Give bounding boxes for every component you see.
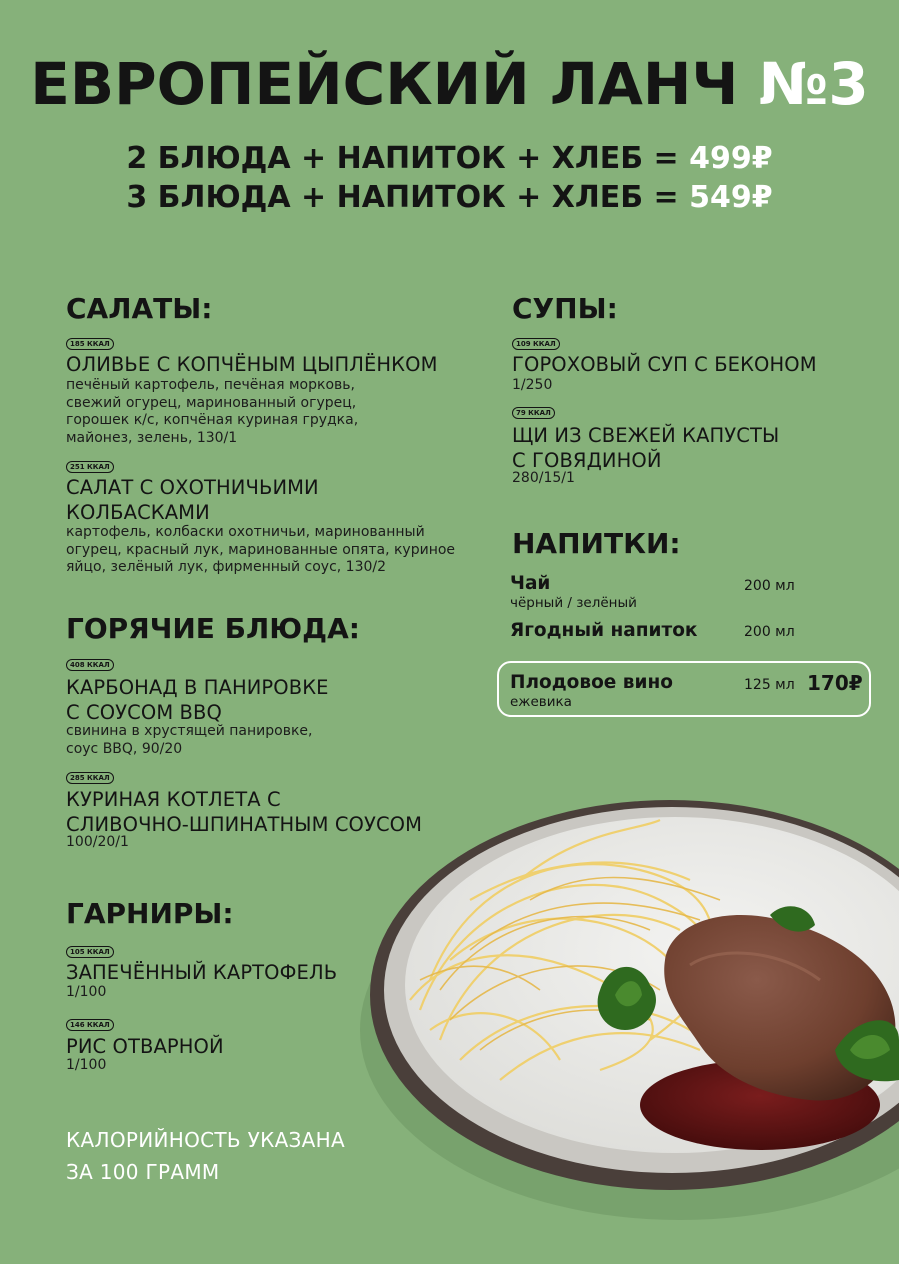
drink-name: Чай <box>510 573 551 594</box>
calorie-note-line: ЗА 100 ГРАММ <box>66 1160 220 1184</box>
desc-line: 100/20/1 <box>66 834 129 850</box>
dish-description <box>66 834 129 852</box>
kcal-badge: 285 ККАЛ <box>66 772 114 784</box>
dish-name-line: КАРБОНАД В ПАНИРОВКЕ <box>66 676 329 699</box>
dish-name <box>66 787 422 837</box>
section-title-hot-dishes: ГОРЯЧИЕ БЛЮДА: <box>66 612 360 645</box>
desc-line: огурец, красный лук, маринованные опята, куриное <box>66 541 456 558</box>
dish-description: 1/100 <box>66 984 107 1000</box>
dish-name <box>66 475 319 525</box>
wine-price: 170₽ <box>807 671 863 695</box>
dish-description: 1/250 <box>512 377 553 393</box>
dish-description: 1/100 <box>66 1057 107 1073</box>
dish-description: 280/15/1 <box>512 470 575 486</box>
dish-name <box>512 423 779 473</box>
kcal-badge: 185 ККАЛ <box>66 338 114 350</box>
kcal-badge: 408 ККАЛ <box>66 659 114 671</box>
dish-description <box>66 723 312 758</box>
dish-name-line: С СОУСОМ BBQ <box>66 701 222 724</box>
desc-line: картофель, колбаски охотничьи, маринованный <box>66 524 425 540</box>
wine-volume: 125 мл <box>744 677 795 693</box>
dish-name-line: С ГОВЯДИНОЙ <box>512 449 662 472</box>
desc-line: соус BBQ, 90/20 <box>66 740 183 757</box>
section-title-drinks: НАПИТКИ: <box>512 527 681 560</box>
dish-name: ЗАПЕЧЁННЫЙ КАРТОФЕЛЬ <box>66 961 338 984</box>
title-number: №3 <box>758 50 869 118</box>
price-value: 549₽ <box>689 180 773 215</box>
dish-name <box>66 675 329 725</box>
drink-volume: 200 мл <box>744 578 795 594</box>
dish-name-line: СЛИВОЧНО-ШПИНАТНЫМ СОУСОМ <box>66 813 423 836</box>
kcal-badge: 79 ККАЛ <box>512 407 555 419</box>
calorie-note-line: КАЛОРИЙНОСТЬ УКАЗАНА <box>66 1128 345 1152</box>
section-title-salads: САЛАТЫ: <box>66 292 213 325</box>
kcal-badge: 105 ККАЛ <box>66 946 114 958</box>
section-title-soups: СУПЫ: <box>512 292 618 325</box>
desc-line: майонез, зелень, 130/1 <box>66 429 238 446</box>
dish-name: ГОРОХОВЫЙ СУП С БЕКОНОМ <box>512 353 817 376</box>
price-line-2-dishes <box>0 141 899 176</box>
dish-name-line: КУРИНАЯ КОТЛЕТА С <box>66 788 281 811</box>
price-value: 499₽ <box>689 141 773 176</box>
kcal-badge: 109 ККАЛ <box>512 338 560 350</box>
desc-line: печёный картофель, печёная морковь, <box>66 377 355 393</box>
kcal-badge: 146 ККАЛ <box>66 1019 114 1031</box>
dish-name: ОЛИВЬЕ С КОПЧЁНЫМ ЦЫПЛЁНКОМ <box>66 353 438 376</box>
drink-name: Ягодный напиток <box>510 620 698 641</box>
price-line-text: 2 БЛЮДА + НАПИТОК + ХЛЕБ = <box>126 141 679 176</box>
dish-name-line: САЛАТ С ОХОТНИЧЬИМИ <box>66 476 319 499</box>
drink-volume: 200 мл <box>744 624 795 640</box>
drink-subtitle: чёрный / зелёный <box>510 595 637 611</box>
dish-description <box>66 377 358 447</box>
dish-description <box>66 524 455 577</box>
page-title <box>0 50 899 118</box>
price-line-text: 3 БЛЮДА + НАПИТОК + ХЛЕБ = <box>126 180 679 215</box>
dish-name-line: КОЛБАСКАМИ <box>66 501 210 524</box>
dish-name-line: ЩИ ИЗ СВЕЖЕЙ КАПУСТЫ <box>512 424 780 447</box>
desc-line: яйцо, зелёный лук, фирменный соус, 130/2 <box>66 559 387 575</box>
desc-line: горошек к/с, копчёная куриная грудка, <box>66 412 359 428</box>
section-title-sides: ГАРНИРЫ: <box>66 897 234 930</box>
dish-name: РИС ОТВАРНОЙ <box>66 1035 224 1058</box>
kcal-badge: 251 ККАЛ <box>66 461 114 473</box>
title-main: ЕВРОПЕЙСКИЙ ЛАНЧ <box>30 50 739 118</box>
desc-line: свежий огурец, маринованный огурец, <box>66 394 357 411</box>
price-line-3-dishes <box>0 180 899 215</box>
wine-name: Плодовое вино <box>510 672 673 693</box>
desc-line: свинина в хрустящей панировке, <box>66 723 313 739</box>
wine-subtitle: ежевика <box>510 694 572 710</box>
